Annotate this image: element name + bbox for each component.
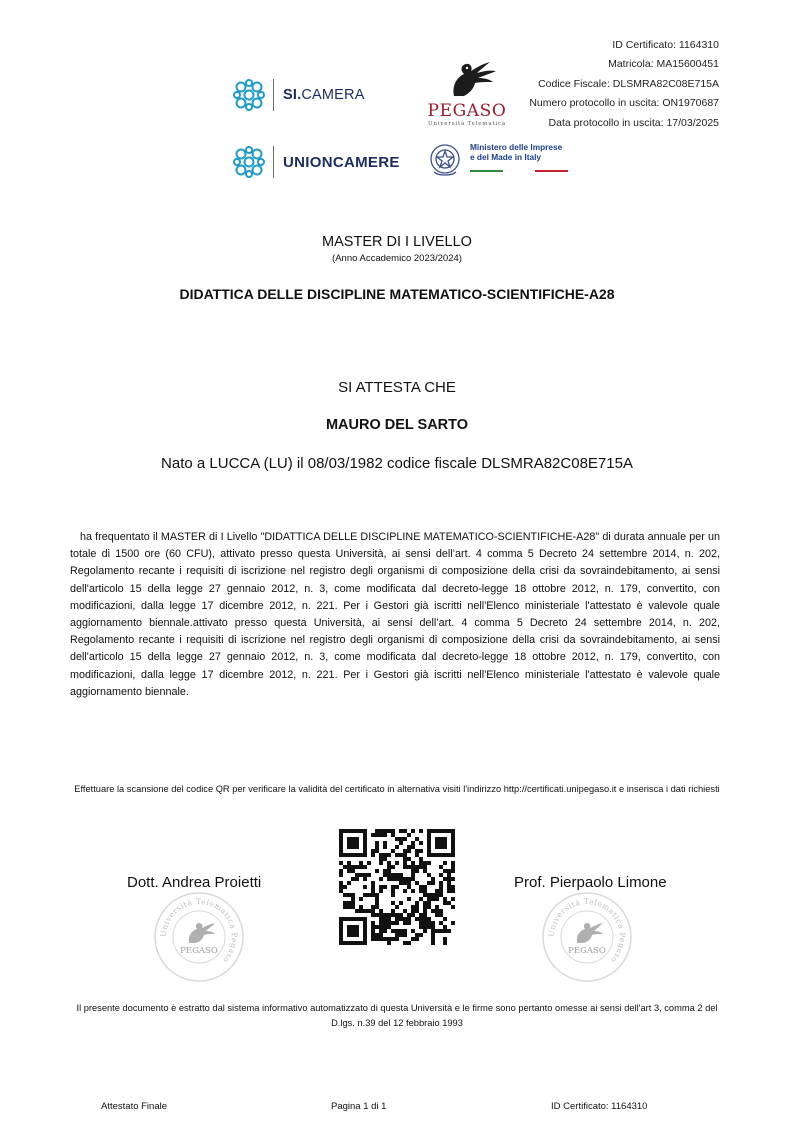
emblem-icon: [428, 142, 462, 178]
certificate-metadata: [529, 36, 719, 133]
qr-code[interactable]: [339, 829, 455, 945]
protocol-number: Numero protocollo in uscita: ON1970687: [529, 97, 719, 110]
fiscal-code: Codice Fiscale: DLSMRA82C08E715A: [538, 77, 719, 90]
pegaso-subtitle: Università Telematica: [428, 121, 506, 127]
ministry-logo: [428, 142, 568, 178]
attestation-heading: SI ATTESTA CHE: [338, 379, 456, 396]
knot-icon: [232, 78, 266, 112]
seal-ring-text: Università Telematica Pegaso: [546, 896, 628, 965]
sicamera-logo: [232, 78, 365, 112]
logo-divider: [273, 79, 274, 111]
logo-divider: [273, 146, 274, 178]
birth-line: Nato a LUCCA (LU) il 08/03/1982 codice fiscale DLSMRA82C08E715A: [161, 455, 633, 472]
ministry-line-2: e del Made in Italy: [470, 152, 542, 162]
footer-document-type: Attestato Finale: [101, 1101, 168, 1112]
protocol-date: Data protocollo in uscita: 17/03/2025: [548, 116, 719, 129]
signature-left-name: Dott. Andrea Proietti: [127, 874, 262, 891]
tricolor-bar: [470, 170, 568, 172]
knot-icon: [232, 145, 266, 179]
tricolor-green: [470, 170, 503, 172]
certificate-id: ID Certificato: 1164310: [612, 39, 719, 51]
master-level: MASTER DI I LIVELLO: [322, 234, 472, 250]
holder-name: MAURO DEL SARTO: [325, 417, 469, 433]
university-seal: [541, 891, 633, 983]
pegasus-icon: [424, 60, 510, 98]
course-title: DIDATTICA DELLE DISCIPLINE MATEMATICO-SCIENTIFICHE-A28: [179, 286, 615, 302]
sicamera-wordmark: [283, 87, 365, 103]
footer-page-number: Pagina 1 di 1: [331, 1101, 387, 1112]
unioncamere-logo: [232, 145, 400, 179]
matricola: Matricola: MA15600451: [608, 58, 719, 71]
sicamera-si: SI.: [283, 87, 302, 103]
verification-note: Effettuare la scansione del codice QR per verificare la validità del certificato in alternativa visiti l'indirizzo http://certificati.unipegaso.it e inserisca i dati richiesti: [74, 784, 720, 794]
pegaso-logo: [424, 60, 510, 127]
certificate-body: ha frequentato il MASTER di I Livello "DIDATTICA DELLE DISCIPLINE MATEMATICO-SCIENTIFICHE-A28" di durata annuale per un totale di 1500 ore (60 CFU), attivato presso questa Università, ai sensi dell’art. 4 comma 5 Decreto 24 settembre 2014, n. 202, Regolamento recante i requisiti di iscrizione nel registro degli organismi di composizione della crisi da sovraindebitamento, ai sensi dell'articolo 15 della legge 27 gennaio 2012, n. 3, come modificata dal decreto-legge 18 ottobre 2012, n. 179, convertito, con modificazioni, dalla legge 17 dicembre 2012, n. 221. Per i Gestori già iscritti nell'Elenco ministeriale l'attestato è valevole quale aggiornamento biennale.attivato presso questa Università, ai sensi dell’art. 4 comma 5 Decreto 24 settembre 2014, n. 202, Regolamento recante i requisiti di iscrizione nel registro degli organismi di composizione della crisi da sovraindebitamento, ai sensi dell'articolo 15 della legge 27 gennaio 2012, n. 3, come modificata dal decreto-legge 18 ottobre 2012, n. 179, convertito, con modificazioni, dalla legge 17 dicembre 2012, n. 221. Per i Gestori già iscritti nell'Elenco ministeriale l'attestato è valevole quale aggiornamento biennale.: [70, 531, 720, 698]
sicamera-camera: CAMERA: [301, 87, 365, 103]
seal-word: PEGASO: [180, 946, 218, 956]
signature-right-name: Prof. Pierpaolo Limone: [514, 874, 667, 891]
legal-note: Il presente documento è estratto dal sistema informativo automatizzato di questa Università e le firme sono pertanto omesse ai sensi dell'art 3, comma 2 del D.lgs. n.39 del 12 febbraio 1993: [76, 1003, 718, 1028]
ministry-line-1: Ministero delle Imprese: [470, 142, 563, 152]
pegaso-wordmark: PEGASO: [427, 101, 507, 121]
academic-year: (Anno Accademico 2023/2024): [332, 253, 462, 264]
university-seal: [153, 891, 245, 983]
unioncamere-wordmark: UNIONCAMERE: [283, 153, 400, 171]
seal-word: PEGASO: [568, 946, 606, 956]
tricolor-white: [503, 170, 536, 172]
footer-certificate-id: ID Certificato: 1164310: [551, 1101, 648, 1112]
seal-ring-text: Università Telematica Pegaso: [158, 896, 240, 965]
tricolor-red: [535, 170, 568, 172]
